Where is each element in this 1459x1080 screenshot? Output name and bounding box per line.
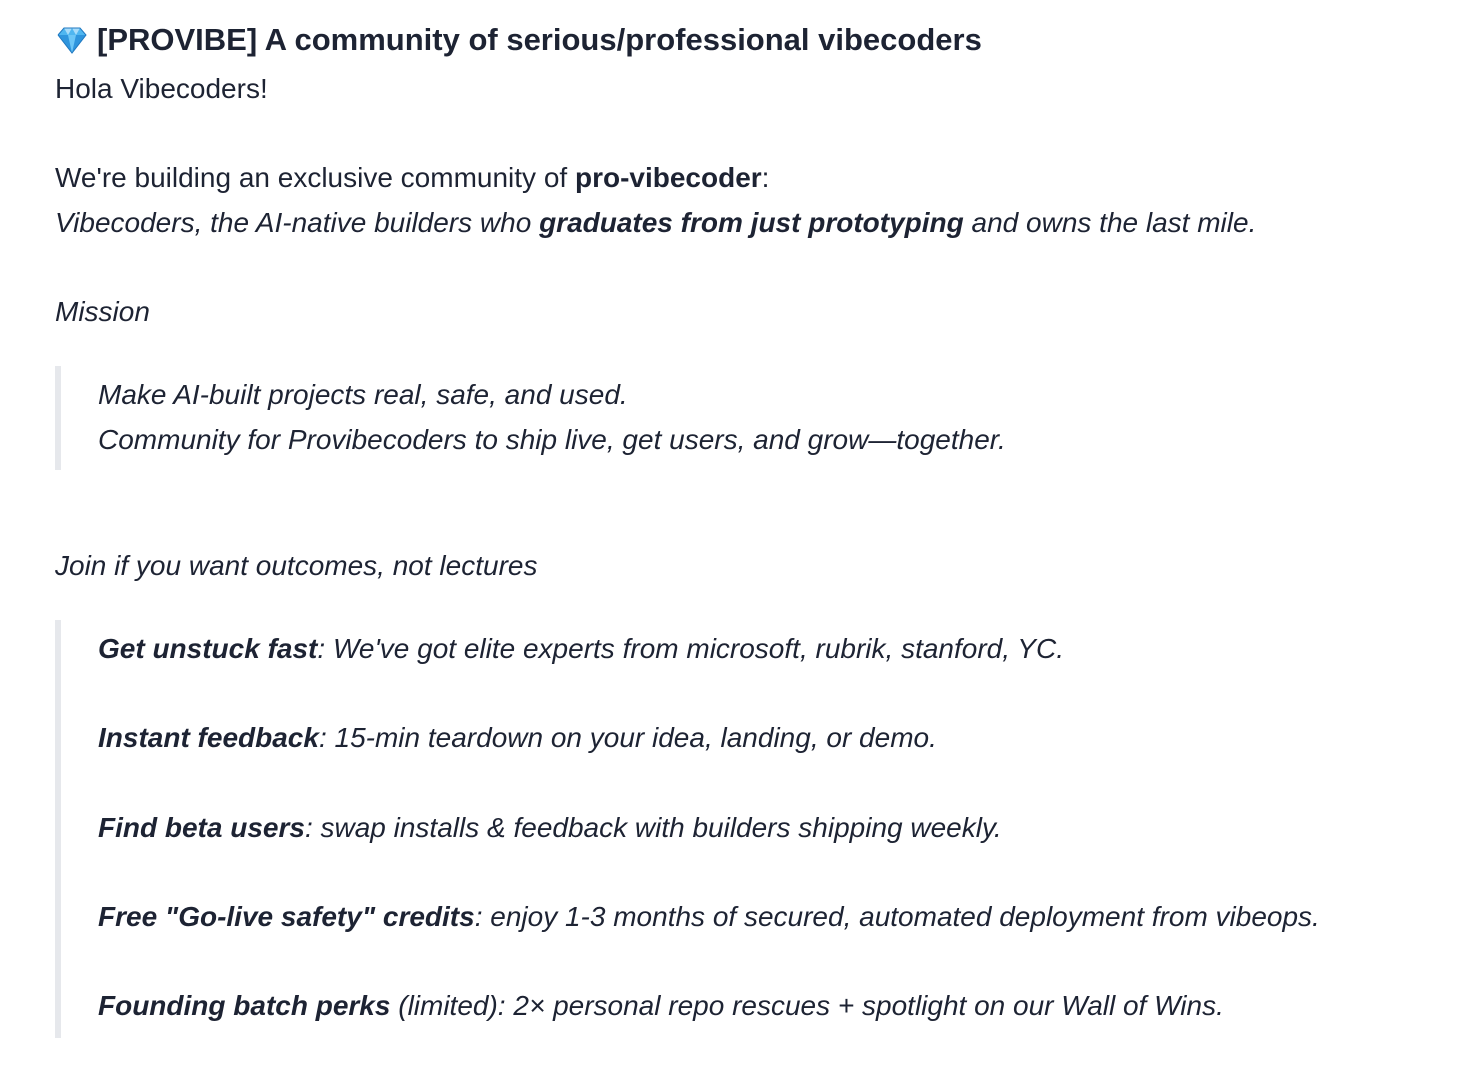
join-item: [98, 633, 1064, 665]
join-item-text: : swap installs & feedback with builders shipping weekly.: [304, 812, 1002, 843]
definition-prefix: Vibecoders, the AI-native builders who: [55, 207, 540, 238]
join-quote: [55, 620, 1445, 1038]
gem-icon: [55, 23, 89, 57]
join-item-text: (limited): 2× personal repo rescues + spotlight on our Wall of Wins.: [390, 990, 1224, 1021]
join-item-bold: Find beta users: [98, 812, 305, 843]
mission-quote: [55, 366, 1355, 470]
post-title-text: [PROVIBE] A community of serious/professional vibecoders: [97, 22, 982, 57]
intro-suffix: :: [761, 162, 770, 193]
intro-prefix: We're building an exclusive community of: [55, 162, 575, 193]
join-item-bold: Get unstuck fast: [98, 633, 318, 664]
join-item: [98, 990, 1224, 1022]
join-item: [98, 901, 1320, 933]
mission-heading: Mission: [55, 296, 150, 327]
join-item: [98, 722, 937, 754]
greeting: Hola Vibecoders!: [55, 73, 268, 104]
join-item-bold: Instant feedback: [98, 722, 319, 753]
definition-suffix: and owns the last mile.: [963, 207, 1257, 238]
join-item-bold: Free "Go-live safety" credits: [98, 901, 475, 932]
join-item-text: : 15-min teardown on your idea, landing, or demo.: [318, 722, 937, 753]
mission-line: Community for Provibecoders to ship live, get users, and grow—together.: [98, 424, 1006, 455]
join-heading: Join if you want outcomes, not lectures: [55, 550, 538, 581]
intro-bold: pro-vibecoder: [574, 162, 762, 193]
join-item-text: : enjoy 1-3 months of secured, automated deployment from vibeops.: [474, 901, 1320, 932]
definition-line: [55, 207, 1256, 239]
post-title: [55, 22, 982, 58]
join-item-text: : We've got elite experts from microsoft, rubrik, stanford, YC.: [317, 633, 1064, 664]
definition-bold: graduates from just prototyping: [539, 207, 964, 238]
join-item: [98, 812, 1002, 844]
join-item-bold: Founding batch perks: [98, 990, 391, 1021]
mission-line: Make AI-built projects real, safe, and used.: [98, 379, 628, 410]
intro-line: [55, 162, 769, 194]
